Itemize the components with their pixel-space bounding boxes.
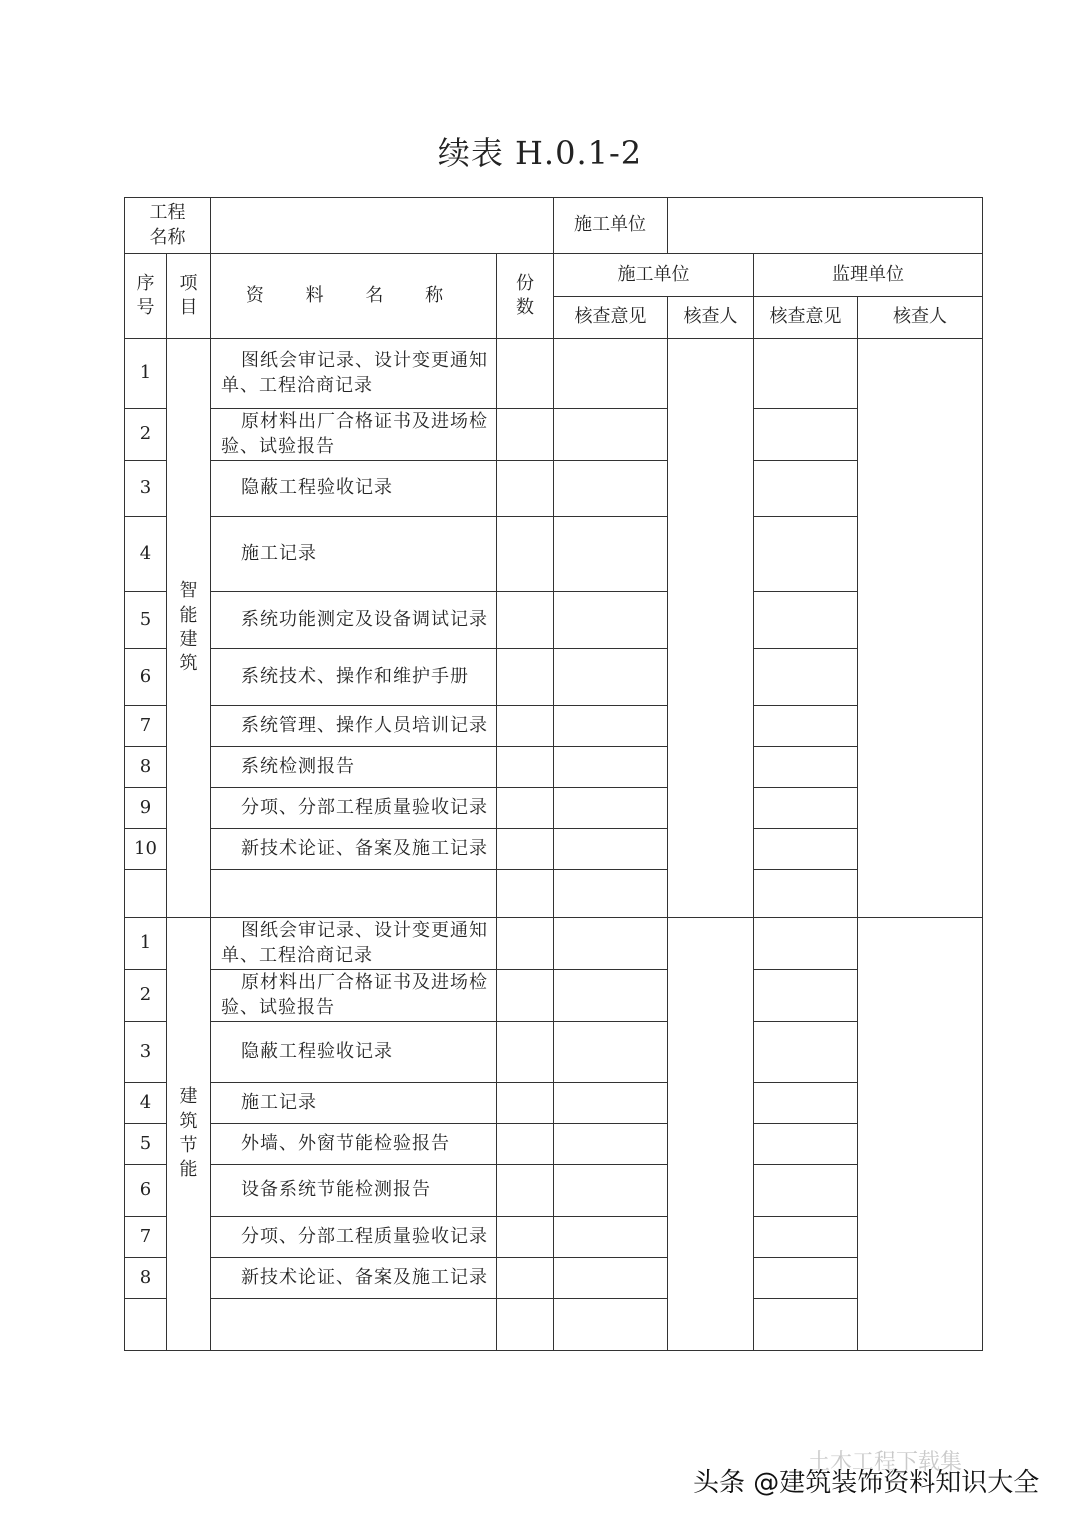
supervisor-reviewer-header: 核查人 [858,297,983,339]
table-row [125,592,983,649]
table-row [125,339,983,409]
row-copies [497,1299,554,1351]
row-contractor-opinion [554,409,668,461]
row-doc-name: 隐蔽工程验收记录 [211,1022,497,1083]
row-copies [497,706,554,747]
row-copies [497,409,554,461]
row-seq: 5 [125,592,167,649]
row-copies [497,592,554,649]
table-row [125,1124,983,1165]
row-doc-name [211,870,497,918]
contractor-reviewer-cell [668,918,754,1351]
row-supervisor-opinion [754,870,858,918]
table-row [125,788,983,829]
row-copies [497,517,554,592]
row-supervisor-opinion [754,592,858,649]
row-doc-name: 外墙、外窗节能检验报告 [211,1124,497,1165]
row-contractor-opinion [554,339,668,409]
row-supervisor-opinion [754,517,858,592]
row-seq: 8 [125,747,167,788]
row-seq: 1 [125,339,167,409]
row-supervisor-opinion [754,829,858,870]
row-supervisor-opinion [754,1022,858,1083]
seq-header: 序号 [125,254,167,339]
table-row [125,1165,983,1217]
table-row [125,1258,983,1299]
section-name: 智能建筑 [167,339,211,918]
row-doc-name: 分项、分部工程质量验收记录 [211,1217,497,1258]
row-contractor-opinion [554,788,668,829]
row-doc-name: 施工记录 [211,1083,497,1124]
row-supervisor-opinion [754,649,858,706]
item-header: 项目 [167,254,211,339]
row-seq: 7 [125,1217,167,1258]
row-copies [497,918,554,970]
row-copies [497,1217,554,1258]
row-supervisor-opinion [754,1258,858,1299]
row-seq: 4 [125,1083,167,1124]
row-contractor-opinion [554,1258,668,1299]
row-contractor-opinion [554,1217,668,1258]
table-row [125,517,983,592]
row-contractor-opinion [554,918,668,970]
row-copies [497,829,554,870]
row-contractor-opinion [554,1299,668,1351]
row-contractor-opinion [554,461,668,517]
row-seq [125,1299,167,1351]
row-supervisor-opinion [754,1299,858,1351]
row-seq: 7 [125,706,167,747]
row-copies [497,649,554,706]
row-doc-name: 原材料出厂合格证书及进场检验、试验报告 [211,409,497,461]
copies-header: 份数 [497,254,554,339]
row-doc-name: 系统技术、操作和维护手册 [211,649,497,706]
row-supervisor-opinion [754,339,858,409]
project-name-label: 工程名称 [125,198,211,254]
contractor-group-header: 施工单位 [554,254,754,297]
row-copies [497,1165,554,1217]
construction-unit-label: 施工单位 [553,198,668,253]
row-supervisor-opinion [754,706,858,747]
row-contractor-opinion [554,592,668,649]
row-doc-name [211,1299,497,1351]
table-row [125,870,983,918]
row-copies [497,1083,554,1124]
table-row [125,1217,983,1258]
row-supervisor-opinion [754,970,858,1022]
table-row [125,1299,983,1351]
contractor-reviewer-cell [668,339,754,918]
row-doc-name: 图纸会审记录、设计变更通知单、工程洽商记录 [211,339,497,409]
doc-name-header: 资 料 名 称 [211,254,497,339]
row-contractor-opinion [554,649,668,706]
row-doc-name: 系统检测报告 [211,747,497,788]
supervisor-reviewer-cell [858,339,983,918]
row-seq: 10 [125,829,167,870]
row-contractor-opinion [554,1022,668,1083]
table-row [125,461,983,517]
contractor-opinion-header: 核查意见 [554,297,668,339]
row-copies [497,870,554,918]
table-row [125,918,983,970]
watermark: 头条 @建筑装饰资料知识大全 [693,1468,1040,1498]
row-doc-name: 隐蔽工程验收记录 [211,461,497,517]
row-copies [497,1022,554,1083]
section-name: 建筑节能 [167,918,211,1351]
row-seq: 5 [125,1124,167,1165]
row-seq: 4 [125,517,167,592]
row-contractor-opinion [554,706,668,747]
row-supervisor-opinion [754,918,858,970]
row-doc-name: 新技术论证、备案及施工记录 [211,829,497,870]
table-row [125,970,983,1022]
row-contractor-opinion [554,870,668,918]
table-row [125,829,983,870]
table-row [125,706,983,747]
watermark-ghost: 土木工程下载集 [808,1450,963,1475]
row-copies [497,1124,554,1165]
row-copies [497,970,554,1022]
row-contractor-opinion [554,1124,668,1165]
row-supervisor-opinion [754,1217,858,1258]
table-row [125,747,983,788]
row-copies [497,747,554,788]
row-supervisor-opinion [754,409,858,461]
row-supervisor-opinion [754,747,858,788]
row-contractor-opinion [554,1165,668,1217]
row-contractor-opinion [554,747,668,788]
header-row-1 [125,254,983,297]
table-row [125,649,983,706]
row-copies [497,461,554,517]
supervisor-reviewer-cell [858,918,983,1351]
supervisor-opinion-header: 核查意见 [754,297,858,339]
table-row [125,409,983,461]
row-seq: 3 [125,461,167,517]
row-contractor-opinion [554,1083,668,1124]
row-copies [497,1258,554,1299]
row-seq: 6 [125,1165,167,1217]
row-seq: 6 [125,649,167,706]
row-doc-name: 原材料出厂合格证书及进场检验、试验报告 [211,970,497,1022]
row-doc-name: 系统管理、操作人员培训记录 [211,706,497,747]
project-row [125,198,983,254]
row-doc-name: 新技术论证、备案及施工记录 [211,1258,497,1299]
row-seq: 9 [125,788,167,829]
review-table [124,197,983,1351]
construction-unit-area [554,198,983,254]
row-copies [497,339,554,409]
row-copies [497,788,554,829]
table-row [125,1083,983,1124]
contractor-reviewer-header: 核查人 [668,297,754,339]
row-supervisor-opinion [754,1165,858,1217]
row-doc-name: 分项、分部工程质量验收记录 [211,788,497,829]
row-doc-name: 施工记录 [211,517,497,592]
row-doc-name: 系统功能测定及设备调试记录 [211,592,497,649]
row-supervisor-opinion [754,1083,858,1124]
row-contractor-opinion [554,517,668,592]
supervisor-group-header: 监理单位 [754,254,983,297]
row-seq: 2 [125,970,167,1022]
construction-unit-value [668,198,982,253]
row-contractor-opinion [554,829,668,870]
row-seq [125,870,167,918]
row-supervisor-opinion [754,788,858,829]
row-doc-name: 图纸会审记录、设计变更通知单、工程洽商记录 [211,918,497,970]
row-doc-name: 设备系统节能检测报告 [211,1165,497,1217]
row-seq: 2 [125,409,167,461]
table-row [125,1022,983,1083]
row-seq: 1 [125,918,167,970]
project-name-value [211,198,554,254]
row-contractor-opinion [554,970,668,1022]
table-title: 续表 H.0.1-2 [437,134,643,172]
row-supervisor-opinion [754,461,858,517]
row-seq: 8 [125,1258,167,1299]
row-seq: 3 [125,1022,167,1083]
row-supervisor-opinion [754,1124,858,1165]
